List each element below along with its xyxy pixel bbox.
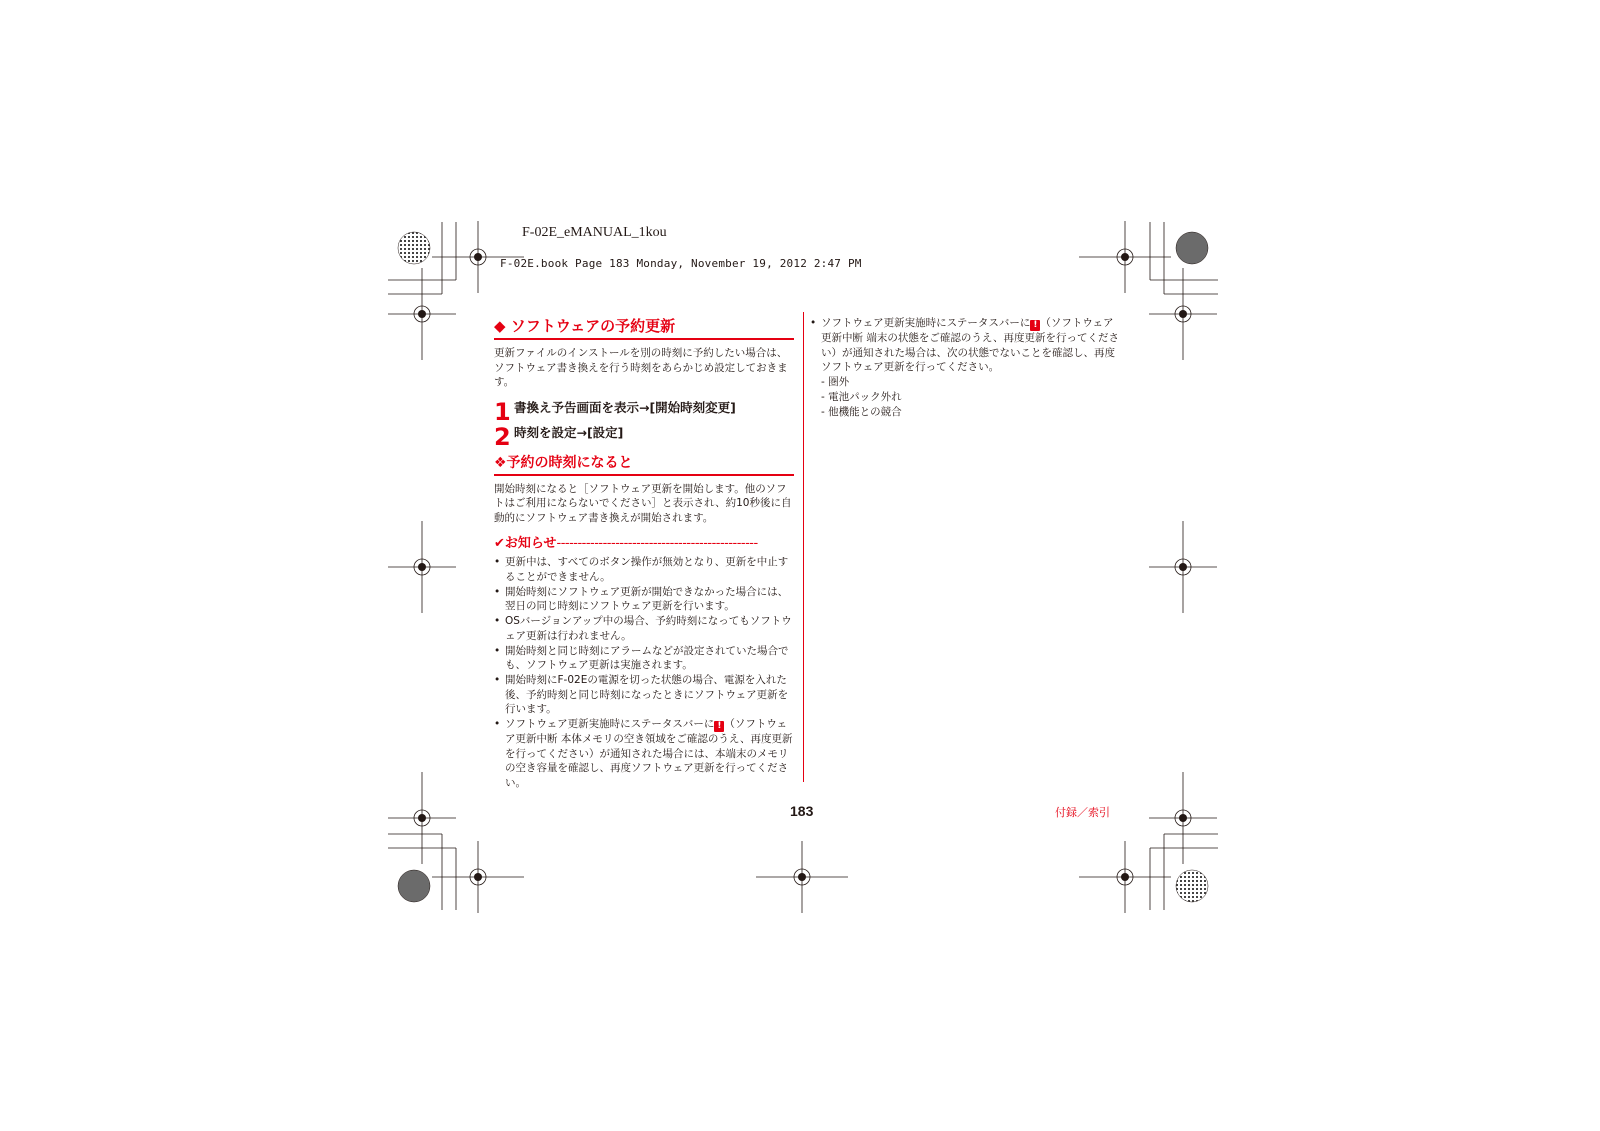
list-item [494,585,794,614]
section-title: ◆ ソフトウェアの予約更新 [494,316,794,340]
list-item-text-before-icon: ソフトウェア更新実施時にステータスバーに [821,317,1031,329]
list-item [494,644,794,673]
document-title: F-02E_eMANUAL_1kou [522,225,667,240]
column-divider [803,312,804,782]
section-label: 付録／索引 [1055,806,1110,819]
section-intro: 更新ファイルのインストールを別の時刻に予約したい場合は、ソフトウェア書き換えを行う時刻をあらかじめ設定しておきます。 [494,347,788,388]
notice-label: ✔お知らせ [494,536,557,551]
book-info-line: F-02E.book Page 183 Monday, November 19, 2012 2:47 PM [500,257,862,270]
list-item-text: 更新中は、すべてのボタン操作が無効となり、更新を中止することができません。 [505,556,789,583]
list-item [494,673,794,717]
warning-icon: ! [1030,320,1040,331]
notice-header [494,535,794,553]
list-item-text-after-icon: （ソフトウェア更新中断 本体メモリの空き領域をご確認のうえ、再度更新を行ってください）が通知された場合には、本端末のメモリの空き容量を確認し、再度ソフトウェア更新を行ってください。 [505,718,793,789]
list-item [494,614,794,643]
condition-list [821,375,1120,420]
page-number: 183 [790,803,814,819]
list-item-text: 開始時刻と同じ時刻にアラームなどが設定されていた場合でも、ソフトウェア更新は実施されます。 [505,644,789,671]
list-item [494,717,794,790]
notice-list [494,555,794,790]
bullet-icon: • [494,718,501,730]
subsection-text: 開始時刻になると［ソフトウェア更新を開始します。他のソフトはご利用にならないでください］と表示され、約10秒後に自動的にソフトウェア書き換えが開始されます。 [494,482,792,524]
left-column [494,316,794,791]
bullet-icon: • [810,317,817,329]
step-2 [494,422,794,451]
step-number: 1 [494,397,511,426]
list-item-text-after-icon: （ソフトウェア更新中断 端末の状態をご確認のうえ、再度更新を行ってください）が通知された場合は、次の状態でないことを確認し、再度ソフトウェア更新を行ってください。 [821,317,1119,373]
step-1 [494,397,794,426]
list-item-text-before-icon: ソフトウェア更新実施時にステータスバーに [505,718,715,730]
right-column [810,316,1120,420]
condition-item: - 圏外 [821,375,850,388]
condition-item: - 他機能との競合 [821,405,902,418]
bullet-icon: • [494,615,501,627]
notice-dashes: ------------------------------------------------ [556,536,758,551]
list-item [810,316,1120,419]
step-text: 時刻を設定→[設定] [514,424,624,440]
step-number: 2 [494,422,511,451]
warning-icon: ! [714,721,724,732]
list-item-text: OSバージョンアップ中の場合、予約時刻になってもソフトウェア更新は行われません。 [505,615,792,642]
list-item-text: 開始時刻にソフトウェア更新が開始できなかった場合には、翌日の同じ時刻にソフトウェア更新を行います。 [505,585,789,612]
bullet-icon: • [494,644,501,657]
bullet-icon: • [494,674,501,686]
bullet-icon: • [494,556,501,568]
list-item [494,555,794,584]
subsection-title: ❖予約の時刻になると [494,454,794,476]
condition-item: - 電池パック外れ [821,390,902,403]
list-item-text: 開始時刻にF-02Eの電源を切った状態の場合、電源を入れた後、予約時刻と同じ時刻になったときにソフトウェア更新を行います。 [505,674,789,715]
step-text: 書換え予告画面を表示→[開始時刻変更] [514,399,736,415]
bullet-icon: • [494,585,501,598]
right-list [810,316,1120,419]
